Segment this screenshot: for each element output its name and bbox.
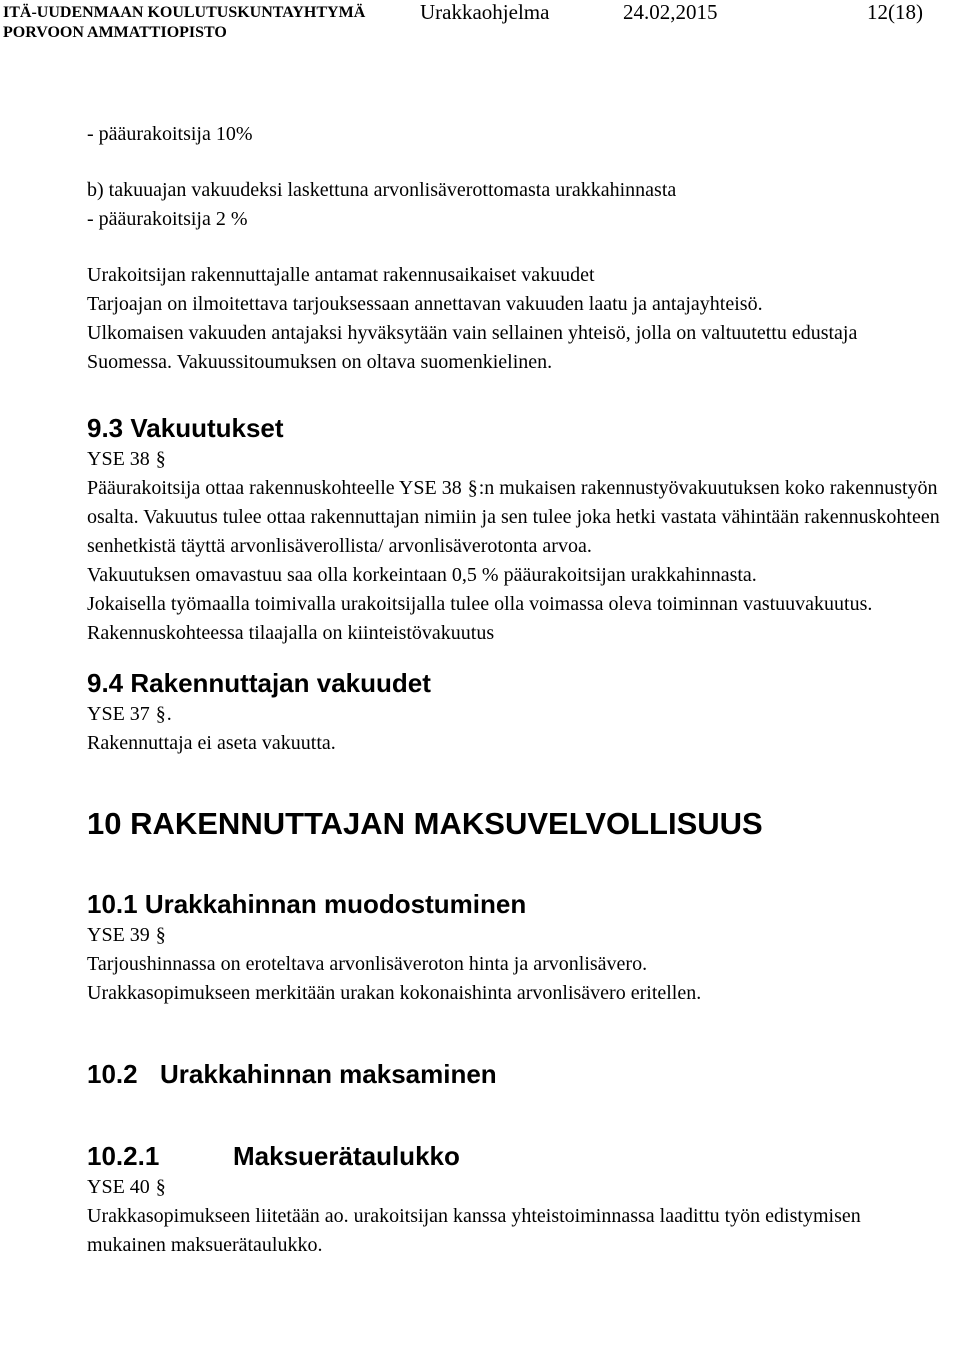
heading-9-3: 9.3 Vakuutukset [87, 413, 284, 443]
header-page-number: 12(18) [867, 0, 923, 24]
header-organization: ITÄ-UUDENMAAN KOULUTUSKUNTAYHTYMÄ [3, 4, 366, 21]
yse-38-reference [87, 445, 940, 474]
line-paaurakoitsija-10: - pääurakoitsija 10% [87, 123, 253, 145]
yse-39-code: YSE 39 [87, 924, 150, 946]
section-sign-icon: § [155, 1176, 166, 1198]
section-sign-icon: § [467, 477, 478, 499]
line-takuuajan-vakuus: b) takuuajan vakuudeksi laskettuna arvonlisäverottomasta urakkahinnasta [87, 179, 677, 201]
paragraph-maksueratalukko: Urakkasopimukseen liitetään ao. urakoitsijan kanssa yhteistoiminnassa laadittu työn edistymisen mukainen maksuerätaulukko. [87, 1205, 861, 1256]
paragraph-kiinteistovakuutus: Rakennuskohteessa tilaajalla on kiinteistövakuutus [87, 622, 495, 644]
heading-9-4: 9.4 Rakennuttajan vakuudet [87, 668, 431, 698]
paragraph-tarjoushinta: Tarjoushinnassa on eroteltava arvonlisäveroton hinta ja arvonlisävero. [87, 953, 648, 975]
paragraph-rakennustyovakuutus-start: Pääurakoitsija ottaa rakennuskohteelle YSE 38 [87, 477, 462, 499]
heading-10-1: 10.1 Urakkahinnan muodostuminen [87, 889, 527, 919]
document-body [87, 120, 940, 1260]
paragraph-rakennusaikaiset-vakuudet: Urakoitsijan rakennuttajalle antamat rakennusaikaiset vakuudet [87, 264, 595, 286]
section-sign-icon: § [155, 448, 166, 470]
header-document-title: Urakkaohjelma [420, 0, 550, 24]
heading-10-2-text: Urakkahinnan maksaminen [160, 1059, 497, 1089]
heading-10-2-1-text: Maksuerätaulukko [233, 1141, 460, 1171]
yse-37-period: . [166, 703, 172, 725]
section-sign-icon: § [155, 703, 166, 725]
paragraph-ei-vakuutta: Rakennuttaja ei aseta vakuutta. [87, 732, 336, 754]
yse-37-reference [87, 700, 940, 729]
yse-37-code: YSE 37 [87, 703, 150, 725]
paragraph-ulkomainen-vakuus: Ulkomaisen vakuuden antajaksi hyväksytään vain sellainen yhteisö, jolla on valtuutettu edustaja Suomessa. Vakuussitoumuksen on oltava suomenkielinen. [87, 322, 858, 373]
heading-10-2-1-number: 10.2.1 [87, 1141, 160, 1171]
line-paaurakoitsija-2: - pääurakoitsija 2 % [87, 208, 248, 230]
heading-10: 10 RAKENNUTTAJAN MAKSUVELVOLLISUUS [87, 806, 763, 841]
header-date: 24.02,2015 [623, 0, 718, 24]
paragraph-kokonaishinta: Urakkasopimukseen merkitään urakan kokonaishinta arvonlisävero eritellen. [87, 982, 702, 1004]
paragraph-rakennustyovakuutus-rest: :n mukaisen rakennustyövakuutuksen koko rakennustyön osalta. Vakuutus tulee ottaa rakennuttajan nimiin ja sen tulee joka hetki vastata vähintään rakennuskohteen senhetkistä täyttä arvonlisäverollista/ arvonlisäverotonta arvoa. [87, 477, 940, 557]
yse-39-reference [87, 921, 940, 950]
heading-10-2-1 [87, 1139, 940, 1173]
heading-10-2-number: 10.2 [87, 1059, 138, 1089]
paragraph-rakennustyovakuutus [87, 474, 940, 561]
header-school: PORVOON AMMATTIOPISTO [3, 24, 227, 41]
yse-38-code: YSE 38 [87, 448, 150, 470]
paragraph-tarjoajan-ilmoitus: Tarjoajan on ilmoitettava tarjouksessaan annettavan vakuuden laatu ja antajayhteisö. [87, 293, 763, 315]
paragraph-vastuuvakuutus: Jokaisella työmaalla toimivalla urakoitsijalla tulee olla voimassa oleva toiminnan vastuuvakuutus. [87, 593, 873, 615]
paragraph-omavastuu: Vakuutuksen omavastuu saa olla korkeintaan 0,5 % pääurakoitsijan urakkahinnasta. [87, 564, 757, 586]
heading-10-2 [87, 1057, 940, 1091]
yse-40-code: YSE 40 [87, 1176, 150, 1198]
yse-40-reference [87, 1173, 940, 1202]
section-sign-icon: § [155, 924, 166, 946]
